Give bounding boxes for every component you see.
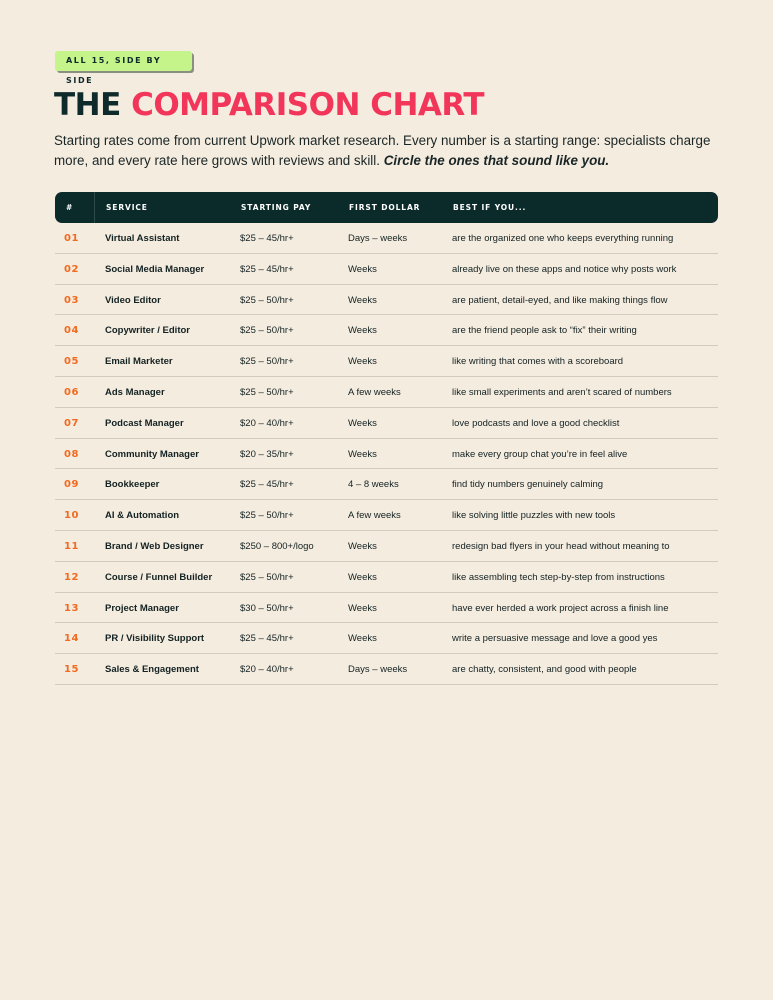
row-number: 06 [64, 386, 79, 398]
table-row [55, 623, 718, 654]
row-number: 11 [64, 540, 79, 552]
best-if-you: find tidy numbers genuinely calming [452, 479, 604, 491]
service-name: Sales & Engagement [105, 664, 199, 676]
service-name: AI & Automation [105, 510, 180, 522]
best-if-you: love podcasts and love a good checklist [452, 417, 620, 429]
starting-pay: $25 – 45/hr+ [240, 633, 294, 645]
table-row [55, 223, 718, 254]
service-name: Email Marketer [105, 356, 173, 368]
starting-pay: $25 – 50/hr+ [240, 510, 294, 522]
table-row [55, 377, 718, 408]
first-dollar: 4 – 8 weeks [348, 479, 399, 491]
first-dollar: Weeks [348, 325, 377, 337]
row-number: 01 [64, 233, 79, 244]
first-dollar: Days – weeks [348, 233, 408, 244]
starting-pay: $250 – 800+/logo [240, 540, 314, 552]
first-dollar: Weeks [348, 540, 377, 552]
row-number: 13 [64, 602, 79, 614]
starting-pay: $25 – 50/hr+ [240, 386, 294, 398]
starting-pay: $25 – 50/hr+ [240, 294, 294, 306]
table-row [55, 500, 718, 531]
table-row [55, 315, 718, 346]
service-name: PR / Visibility Support [105, 633, 205, 645]
service-name: Ads Manager [105, 386, 165, 398]
starting-pay: $25 – 45/hr+ [240, 479, 294, 491]
best-if-you: are chatty, consistent, and good with people [452, 664, 637, 676]
comparison-table [55, 192, 718, 685]
service-name: Brand / Web Designer [105, 540, 204, 552]
header-starting-pay: STARTING PAY [241, 203, 312, 212]
table-header [55, 192, 718, 223]
row-number: 10 [64, 510, 79, 522]
best-if-you: are patient, detail-eyed, and like making things flow [452, 294, 668, 306]
intro-paragraph [54, 131, 714, 171]
intro-emphasis: Circle the ones that sound like you. [383, 153, 610, 168]
first-dollar: Days – weeks [348, 664, 408, 676]
service-name: Community Manager [105, 448, 199, 460]
header-service: SERVICE [106, 203, 148, 212]
starting-pay: $20 – 35/hr+ [240, 448, 294, 460]
best-if-you: write a persuasive message and love a good yes [452, 633, 658, 645]
starting-pay: $25 – 50/hr+ [240, 325, 294, 337]
first-dollar: Weeks [348, 448, 377, 460]
first-dollar: Weeks [348, 633, 377, 645]
page-title [54, 86, 484, 124]
header-best-if-you: BEST IF YOU... [453, 203, 527, 212]
first-dollar: Weeks [348, 571, 377, 583]
table-row [55, 593, 718, 624]
service-name: Video Editor [105, 294, 161, 306]
header-num: # [66, 203, 74, 212]
row-number: 09 [64, 479, 79, 491]
row-number: 02 [64, 263, 79, 275]
first-dollar: Weeks [348, 263, 377, 275]
intro-text: Starting rates come from current Upwork market research. Every number is a starting range: specialists charge more, and every rate here grows with reviews and skill. [54, 133, 711, 168]
row-number: 08 [64, 448, 79, 460]
table-row [55, 439, 718, 470]
service-name: Project Manager [105, 602, 179, 614]
row-number: 03 [64, 294, 79, 306]
first-dollar: Weeks [348, 294, 377, 306]
starting-pay: $25 – 50/hr+ [240, 571, 294, 583]
starting-pay: $25 – 50/hr+ [240, 356, 294, 368]
best-if-you: like writing that comes with a scoreboard [452, 356, 624, 368]
table-row [55, 285, 718, 316]
row-number: 15 [64, 664, 79, 676]
row-number: 04 [64, 325, 79, 337]
best-if-you: make every group chat you’re in feel alive [452, 448, 628, 460]
best-if-you: have ever herded a work project across a finish line [452, 602, 669, 614]
starting-pay: $25 – 45/hr+ [240, 263, 294, 275]
best-if-you: redesign bad flyers in your head without meaning to [452, 540, 670, 552]
table-row [55, 408, 718, 439]
table-row [55, 469, 718, 500]
row-number: 12 [64, 571, 79, 583]
table-body [55, 223, 718, 685]
starting-pay: $25 – 45/hr+ [240, 233, 294, 244]
table-row [55, 654, 718, 685]
table-row [55, 254, 718, 285]
header-first-dollar: FIRST DOLLAR [349, 203, 421, 212]
service-name: Social Media Manager [105, 263, 205, 275]
best-if-you: are the friend people ask to “fix” their writing [452, 325, 637, 337]
starting-pay: $20 – 40/hr+ [240, 417, 294, 429]
first-dollar: A few weeks [348, 386, 401, 398]
title-part-1: THE [54, 87, 132, 123]
row-number: 14 [64, 633, 79, 645]
section-badge: ALL 15, SIDE BY SIDE [55, 51, 192, 71]
starting-pay: $30 – 50/hr+ [240, 602, 294, 614]
service-name: Virtual Assistant [105, 233, 180, 244]
service-name: Bookkeeper [105, 479, 160, 491]
first-dollar: A few weeks [348, 510, 401, 522]
starting-pay: $20 – 40/hr+ [240, 664, 294, 676]
first-dollar: Weeks [348, 602, 377, 614]
title-part-2: COMPARISON CHART [131, 87, 485, 123]
best-if-you: like assembling tech step-by-step from instructions [452, 571, 665, 583]
table-row [55, 346, 718, 377]
table-row [55, 531, 718, 562]
first-dollar: Weeks [348, 356, 377, 368]
best-if-you: are the organized one who keeps everything running [452, 233, 674, 244]
first-dollar: Weeks [348, 417, 377, 429]
best-if-you: already live on these apps and notice why posts work [452, 263, 677, 275]
header-divider [94, 192, 95, 223]
table-row [55, 562, 718, 593]
service-name: Copywriter / Editor [105, 325, 190, 337]
row-number: 05 [64, 356, 79, 368]
best-if-you: like small experiments and aren’t scared of numbers [452, 386, 672, 398]
service-name: Podcast Manager [105, 417, 184, 429]
best-if-you: like solving little puzzles with new tools [452, 510, 616, 522]
service-name: Course / Funnel Builder [105, 571, 213, 583]
row-number: 07 [64, 417, 79, 429]
